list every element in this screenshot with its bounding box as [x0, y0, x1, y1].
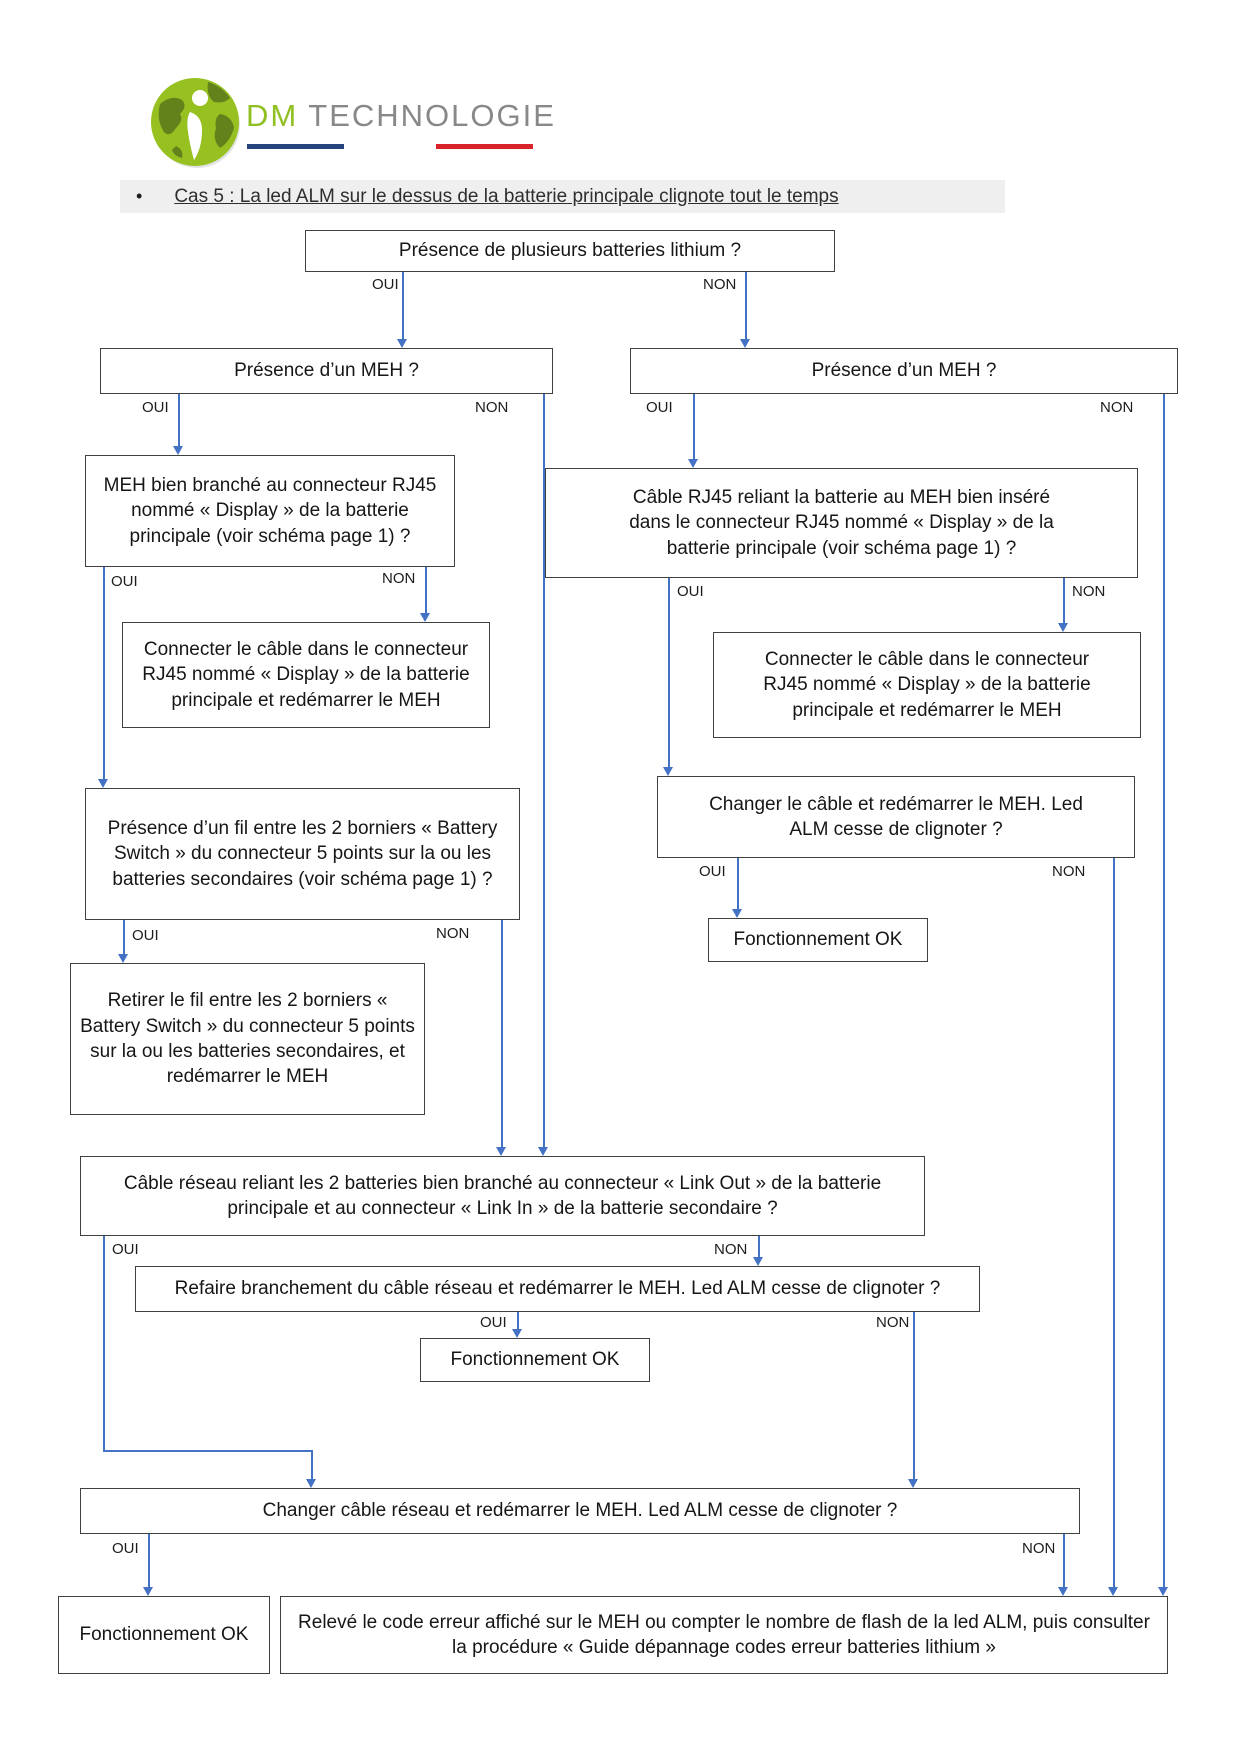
- edge-line: [123, 920, 125, 954]
- edge-line: [1063, 1534, 1065, 1587]
- edge-line: [668, 578, 670, 767]
- arrow-down-icon: [397, 339, 407, 348]
- arrow-down-icon: [143, 1587, 153, 1596]
- edge-label-non: NON: [1072, 583, 1106, 600]
- logo-underline-blue: [247, 144, 344, 149]
- edge-label-non: NON: [714, 1241, 748, 1258]
- arrow-down-icon: [663, 767, 673, 776]
- node-q-cable-reseau: Câble réseau reliant les 2 batteries bien branché au connecteur « Link Out » de la batterie principale et au connecteur « Link In » de la batterie secondaire ?: [80, 1156, 925, 1236]
- arrow-down-icon: [688, 459, 698, 468]
- edge-line: [1113, 858, 1115, 1587]
- edge-label-non: NON: [475, 399, 509, 416]
- edge-line: [103, 1450, 312, 1452]
- edge-label-oui: OUI: [480, 1314, 507, 1331]
- edge-label-oui: OUI: [677, 583, 704, 600]
- edge-label-oui: OUI: [142, 399, 169, 416]
- edge-label-non: NON: [436, 925, 470, 942]
- edge-line: [178, 394, 180, 446]
- edge-line: [745, 272, 747, 339]
- edge-label-non: NON: [382, 570, 416, 587]
- edge-label-oui: OUI: [646, 399, 673, 416]
- arrow-down-icon: [420, 613, 430, 622]
- node-q-fil-borniers: Présence d’un fil entre les 2 borniers « Battery Switch » du connecteur 5 points sur la ou les batteries secondaires (voir schéma page 1) ?: [85, 788, 520, 920]
- node-fonctionnement-ok-gauche: Fonctionnement OK: [58, 1596, 270, 1674]
- node-q-meh-branche: MEH bien branché au connecteur RJ45 nommé « Display » de la batterie principale (voir schéma page 1) ?: [85, 455, 455, 567]
- node-q-refaire-branchement: Refaire branchement du câble réseau et redémarrer le MEH. Led ALM cesse de clignoter ?: [135, 1266, 980, 1312]
- edge-line: [758, 1236, 760, 1257]
- arrow-down-icon: [732, 909, 742, 918]
- case-heading: [120, 180, 1005, 213]
- edge-label-oui: OUI: [699, 863, 726, 880]
- edge-label-non: NON: [1100, 399, 1134, 416]
- arrow-down-icon: [1058, 1587, 1068, 1596]
- edge-label-oui: OUI: [112, 1241, 139, 1258]
- logo-underline-red: [436, 144, 533, 149]
- arrow-down-icon: [512, 1329, 522, 1338]
- edge-label-oui: OUI: [372, 276, 399, 293]
- arrow-down-icon: [306, 1479, 316, 1488]
- arrow-down-icon: [98, 779, 108, 788]
- arrow-down-icon: [496, 1147, 506, 1156]
- arrow-down-icon: [753, 1257, 763, 1266]
- heading-bullet: •: [136, 186, 143, 206]
- edge-line: [913, 1312, 915, 1479]
- arrow-down-icon: [118, 954, 128, 963]
- edge-line: [501, 920, 503, 1147]
- edge-line: [517, 1312, 519, 1329]
- edge-label-oui: OUI: [132, 927, 159, 944]
- edge-line: [311, 1450, 313, 1479]
- brand-dm: DM: [246, 98, 299, 133]
- edge-line: [103, 567, 105, 779]
- company-logo: [150, 76, 570, 171]
- edge-line: [103, 1236, 105, 1450]
- edge-line: [543, 394, 545, 1147]
- edge-label-non: NON: [1022, 1540, 1056, 1557]
- node-connecter-cable-gauche: Connecter le câble dans le connecteur RJ45 nommé « Display » de la batterie principale et redémarrer le MEH: [122, 622, 490, 728]
- arrow-down-icon: [1158, 1587, 1168, 1596]
- node-fonctionnement-ok-centre: Fonctionnement OK: [420, 1338, 650, 1382]
- edge-label-oui: OUI: [111, 573, 138, 590]
- node-releve-code-erreur: Relevé le code erreur affiché sur le MEH ou compter le nombre de flash de la led ALM, puis consulter la procédure « Guide dépannage codes erreur batteries lithium »: [280, 1596, 1168, 1674]
- edge-line: [737, 858, 739, 909]
- arrow-down-icon: [1108, 1587, 1118, 1596]
- node-q-meh-droite: Présence d’un MEH ?: [630, 348, 1178, 394]
- edge-label-oui: OUI: [112, 1540, 139, 1557]
- edge-label-non: NON: [1052, 863, 1086, 880]
- node-q-cable-rj45-insere: Câble RJ45 reliant la batterie au MEH bien inséré dans le connecteur RJ45 nommé « Display » de la batterie principale (voir schéma page 1) ?: [545, 468, 1138, 578]
- node-q-changer-cable-reseau: Changer câble réseau et redémarrer le MEH. Led ALM cesse de clignoter ?: [80, 1488, 1080, 1534]
- arrow-down-icon: [740, 339, 750, 348]
- edge-line: [1063, 578, 1065, 623]
- node-q-plusieurs-batteries: Présence de plusieurs batteries lithium ?: [305, 230, 835, 272]
- edge-line: [693, 394, 695, 459]
- node-connecter-cable-droite: Connecter le câble dans le connecteur RJ45 nommé « Display » de la batterie principale et redémarrer le MEH: [713, 632, 1141, 738]
- edge-line: [425, 567, 427, 613]
- brand-text: [246, 98, 556, 134]
- arrow-down-icon: [538, 1147, 548, 1156]
- edge-label-non: NON: [876, 1314, 910, 1331]
- edge-line: [1163, 394, 1165, 1587]
- edge-label-non: NON: [703, 276, 737, 293]
- arrow-down-icon: [173, 446, 183, 455]
- node-q-meh-gauche: Présence d’un MEH ?: [100, 348, 553, 394]
- heading-text: Cas 5 : La led ALM sur le dessus de la batterie principale clignote tout le temps: [174, 185, 839, 207]
- node-retirer-fil: Retirer le fil entre les 2 borniers « Battery Switch » du connecteur 5 points sur la ou les batteries secondaires, et redémarrer le MEH: [70, 963, 425, 1115]
- edge-line: [402, 272, 404, 339]
- brand-technologie: TECHNOLOGIE: [308, 98, 556, 133]
- edge-line: [148, 1534, 150, 1587]
- node-q-changer-cable: Changer le câble et redémarrer le MEH. Led ALM cesse de clignoter ?: [657, 776, 1135, 858]
- node-fonctionnement-ok-droite: Fonctionnement OK: [708, 918, 928, 962]
- arrow-down-icon: [1058, 623, 1068, 632]
- globe-logo-icon: [150, 76, 240, 168]
- arrow-down-icon: [908, 1479, 918, 1488]
